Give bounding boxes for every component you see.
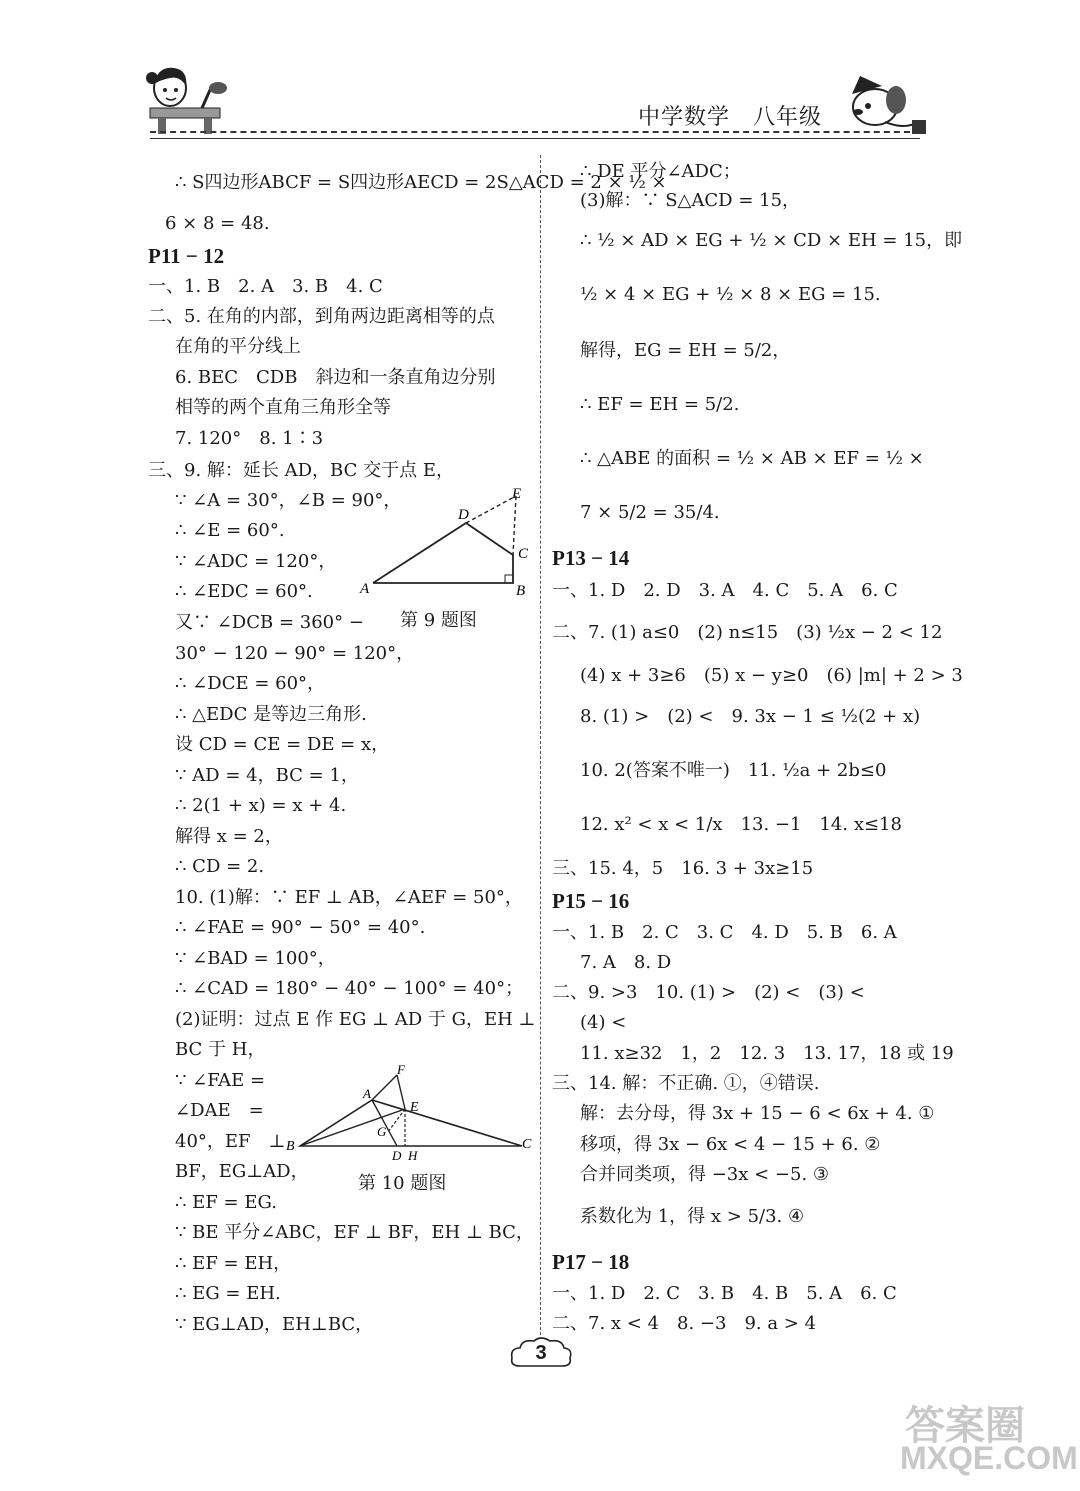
text-line: BC 于 H， bbox=[175, 1039, 266, 1060]
point-label: F bbox=[397, 1064, 405, 1077]
text-line: 三、15. 4，5 16. 3 + 3x≥15 bbox=[552, 858, 814, 879]
point-label: D bbox=[392, 1148, 402, 1163]
text-line: ∵ AD = 4，BC = 1， bbox=[175, 765, 359, 786]
text-line: (4) x + 3≥6 (5) x − y≥0 (6) |m| + 2 > 3 bbox=[580, 665, 963, 686]
girl-studying-icon bbox=[140, 60, 230, 135]
text-line: BF，EG⊥AD， bbox=[175, 1161, 309, 1182]
text-line: ∵ ∠FAE = bbox=[175, 1070, 266, 1091]
text-line: ∴ ∠DCE = 60°， bbox=[175, 673, 326, 694]
text-line: 合并同类项，得 −3x < −5. ③ bbox=[580, 1164, 830, 1185]
text-line: ∠DAE = bbox=[175, 1100, 264, 1121]
watermark-url: MXQE.COM bbox=[900, 1440, 1078, 1476]
text-line: 设 CD = CE = DE = x， bbox=[175, 734, 390, 755]
text-line: 相等的两个直角三角形全等 bbox=[175, 397, 391, 418]
text-line: 一、1. D 2. C 3. B 4. B 5. A 6. C bbox=[552, 1283, 897, 1304]
point-label: C bbox=[518, 546, 529, 562]
text-line: 8. (1) > (2) < 9. 3x − 1 ≤ ½(2 + x) bbox=[580, 706, 921, 727]
text-line: ∴ EG = EH. bbox=[175, 1283, 281, 1304]
figure-10-caption: 第 10 题图 bbox=[358, 1173, 447, 1194]
point-label: E bbox=[512, 486, 522, 502]
header-underline bbox=[150, 138, 920, 139]
text-line: 系数化为 1，得 x > 5/3. ④ bbox=[580, 1206, 805, 1227]
text-line: 一、1. B 2. C 3. C 4. D 5. B 6. A bbox=[552, 922, 897, 943]
text-line: 移项，得 3x − 6x < 4 − 15 + 6. ② bbox=[580, 1134, 881, 1155]
text-line: 一、1. B 2. A 3. B 4. C bbox=[148, 276, 383, 297]
section-heading: P13 − 14 bbox=[552, 546, 630, 570]
text-line: ∵ ∠BAD = 100°， bbox=[175, 948, 336, 969]
text-line: 又∵ ∠DCB = 360° − bbox=[175, 612, 364, 633]
text-line: 在角的平分线上 bbox=[175, 336, 301, 357]
text-line: ∵ ∠A = 30°，∠B = 90°， bbox=[175, 490, 402, 511]
text-line: 一、1. D 2. D 3. A 4. C 5. A 6. C bbox=[552, 580, 898, 601]
text-line: 解得 x = 2， bbox=[175, 826, 283, 847]
text-line: 7. 120° 8. 1∶3 bbox=[175, 428, 324, 449]
point-label: D bbox=[458, 507, 469, 523]
text-line: ∴ 2(1 + x) = x + 4. bbox=[175, 795, 347, 816]
text-line: ∵ EG⊥AD，EH⊥BC， bbox=[175, 1314, 374, 1335]
figure-9-diagram bbox=[358, 486, 538, 598]
text-line: ∴ CD = 2. bbox=[175, 856, 265, 877]
point-label: C bbox=[522, 1137, 532, 1152]
point-label: H bbox=[408, 1148, 418, 1163]
point-label: B bbox=[516, 583, 526, 598]
dog-mascot-icon bbox=[830, 72, 930, 137]
figure-9-caption: 第 9 题图 bbox=[400, 610, 477, 631]
page-number: 3 bbox=[535, 1342, 547, 1364]
text-line: ∴ S四边形ABCF = S四边形AECD = 2S△ACD = 2 × ½ × bbox=[175, 172, 667, 193]
text-line: 10. 2(答案不唯一) 11. ½a + 2b≤0 bbox=[580, 760, 887, 781]
text-line: 7 × 5/2 = 35/4. bbox=[580, 502, 720, 523]
text-line: ∴ EF = EG. bbox=[175, 1192, 277, 1213]
text-line: (3)解：∵ S△ACD = 15， bbox=[580, 190, 801, 211]
text-line: 7. A 8. D bbox=[580, 952, 672, 973]
text-line: 三、9. 解：延长 AD，BC 交于点 E， bbox=[148, 460, 454, 481]
text-line: 解得，EG = EH = 5/2， bbox=[580, 340, 791, 361]
text-line: ∴ EF = EH = 5/2. bbox=[580, 394, 740, 415]
text-line: ∴ △ABE 的面积 = ½ × AB × EF = ½ × bbox=[580, 448, 924, 469]
point-label: A bbox=[360, 581, 370, 597]
text-line: ∵ ∠ADC = 120°， bbox=[175, 551, 337, 572]
text-line: 二、7. (1) a≤0 (2) n≤15 (3) ½x − 2 < 12 bbox=[552, 622, 943, 643]
page-number-badge bbox=[508, 1336, 574, 1370]
text-line: ∴ ∠EDC = 60°. bbox=[175, 581, 313, 602]
text-line: 10. (1)解：∵ EF ⊥ AB，∠AEF = 50°， bbox=[175, 887, 523, 908]
section-heading: P15 − 16 bbox=[552, 889, 630, 913]
text-line: 解：去分母，得 3x + 15 − 6 < 6x + 4. ① bbox=[580, 1103, 935, 1124]
text-line: 二、9. >3 10. (1) > (2) < (3) < bbox=[552, 982, 865, 1003]
text-line: 6 × 8 = 48. bbox=[165, 213, 270, 234]
point-label: B bbox=[286, 1139, 295, 1154]
text-line: (4) < bbox=[580, 1012, 627, 1033]
text-line: 40°，EF ⊥ bbox=[175, 1131, 286, 1152]
text-line: ∴ EF = EH， bbox=[175, 1253, 292, 1274]
watermark-logo-text: 答案圈 bbox=[905, 1404, 1025, 1448]
column-divider bbox=[540, 155, 541, 1335]
point-label: A bbox=[363, 1086, 371, 1101]
point-label: G bbox=[377, 1124, 387, 1139]
text-line: 6. BEC CDB 斜边和一条直角边分别 bbox=[175, 367, 496, 388]
text-line: ½ × 4 × EG + ½ × 8 × EG = 15. bbox=[580, 284, 881, 305]
section-heading: P17 − 18 bbox=[552, 1250, 630, 1274]
text-line: 30° − 120 − 90° = 120°， bbox=[175, 643, 415, 664]
header-title: 中学数学 八年级 bbox=[638, 105, 823, 130]
point-label: E bbox=[410, 1100, 419, 1115]
section-heading: P11 − 12 bbox=[148, 244, 225, 268]
text-line: 12. x² < x < 1/x 13. −1 14. x≤18 bbox=[580, 814, 902, 835]
text-line: 二、7. x < 4 8. −3 9. a > 4 bbox=[552, 1313, 817, 1334]
text-line: ∴ ∠FAE = 90° − 50° = 40°. bbox=[175, 917, 426, 938]
text-line: ∵ BE 平分∠ABC，EF ⊥ BF，EH ⊥ BC， bbox=[175, 1222, 534, 1243]
text-line: ∴ ∠E = 60°. bbox=[175, 520, 285, 541]
figure-10-diagram bbox=[282, 1064, 537, 1164]
text-line: 11. x≥32 1，2 12. 3 13. 17，18 或 19 bbox=[580, 1043, 954, 1064]
text-line: ∴ DE 平分∠ADC； bbox=[580, 161, 741, 182]
text-line: 二、5. 在角的内部，到角两边距离相等的点 bbox=[148, 306, 495, 327]
text-line: 三、14. 解：不正确. ①，④错误. bbox=[552, 1073, 820, 1094]
text-line: ∴ ∠CAD = 180° − 40° − 100° = 40°； bbox=[175, 978, 524, 999]
text-line: (2)证明：过点 E 作 EG ⊥ AD 于 G，EH ⊥ bbox=[175, 1009, 536, 1030]
text-line: ∴ △EDC 是等边三角形. bbox=[175, 704, 367, 725]
text-line: ∴ ½ × AD × EG + ½ × CD × EH = 15，即 bbox=[580, 230, 963, 251]
header-divider bbox=[150, 131, 920, 133]
